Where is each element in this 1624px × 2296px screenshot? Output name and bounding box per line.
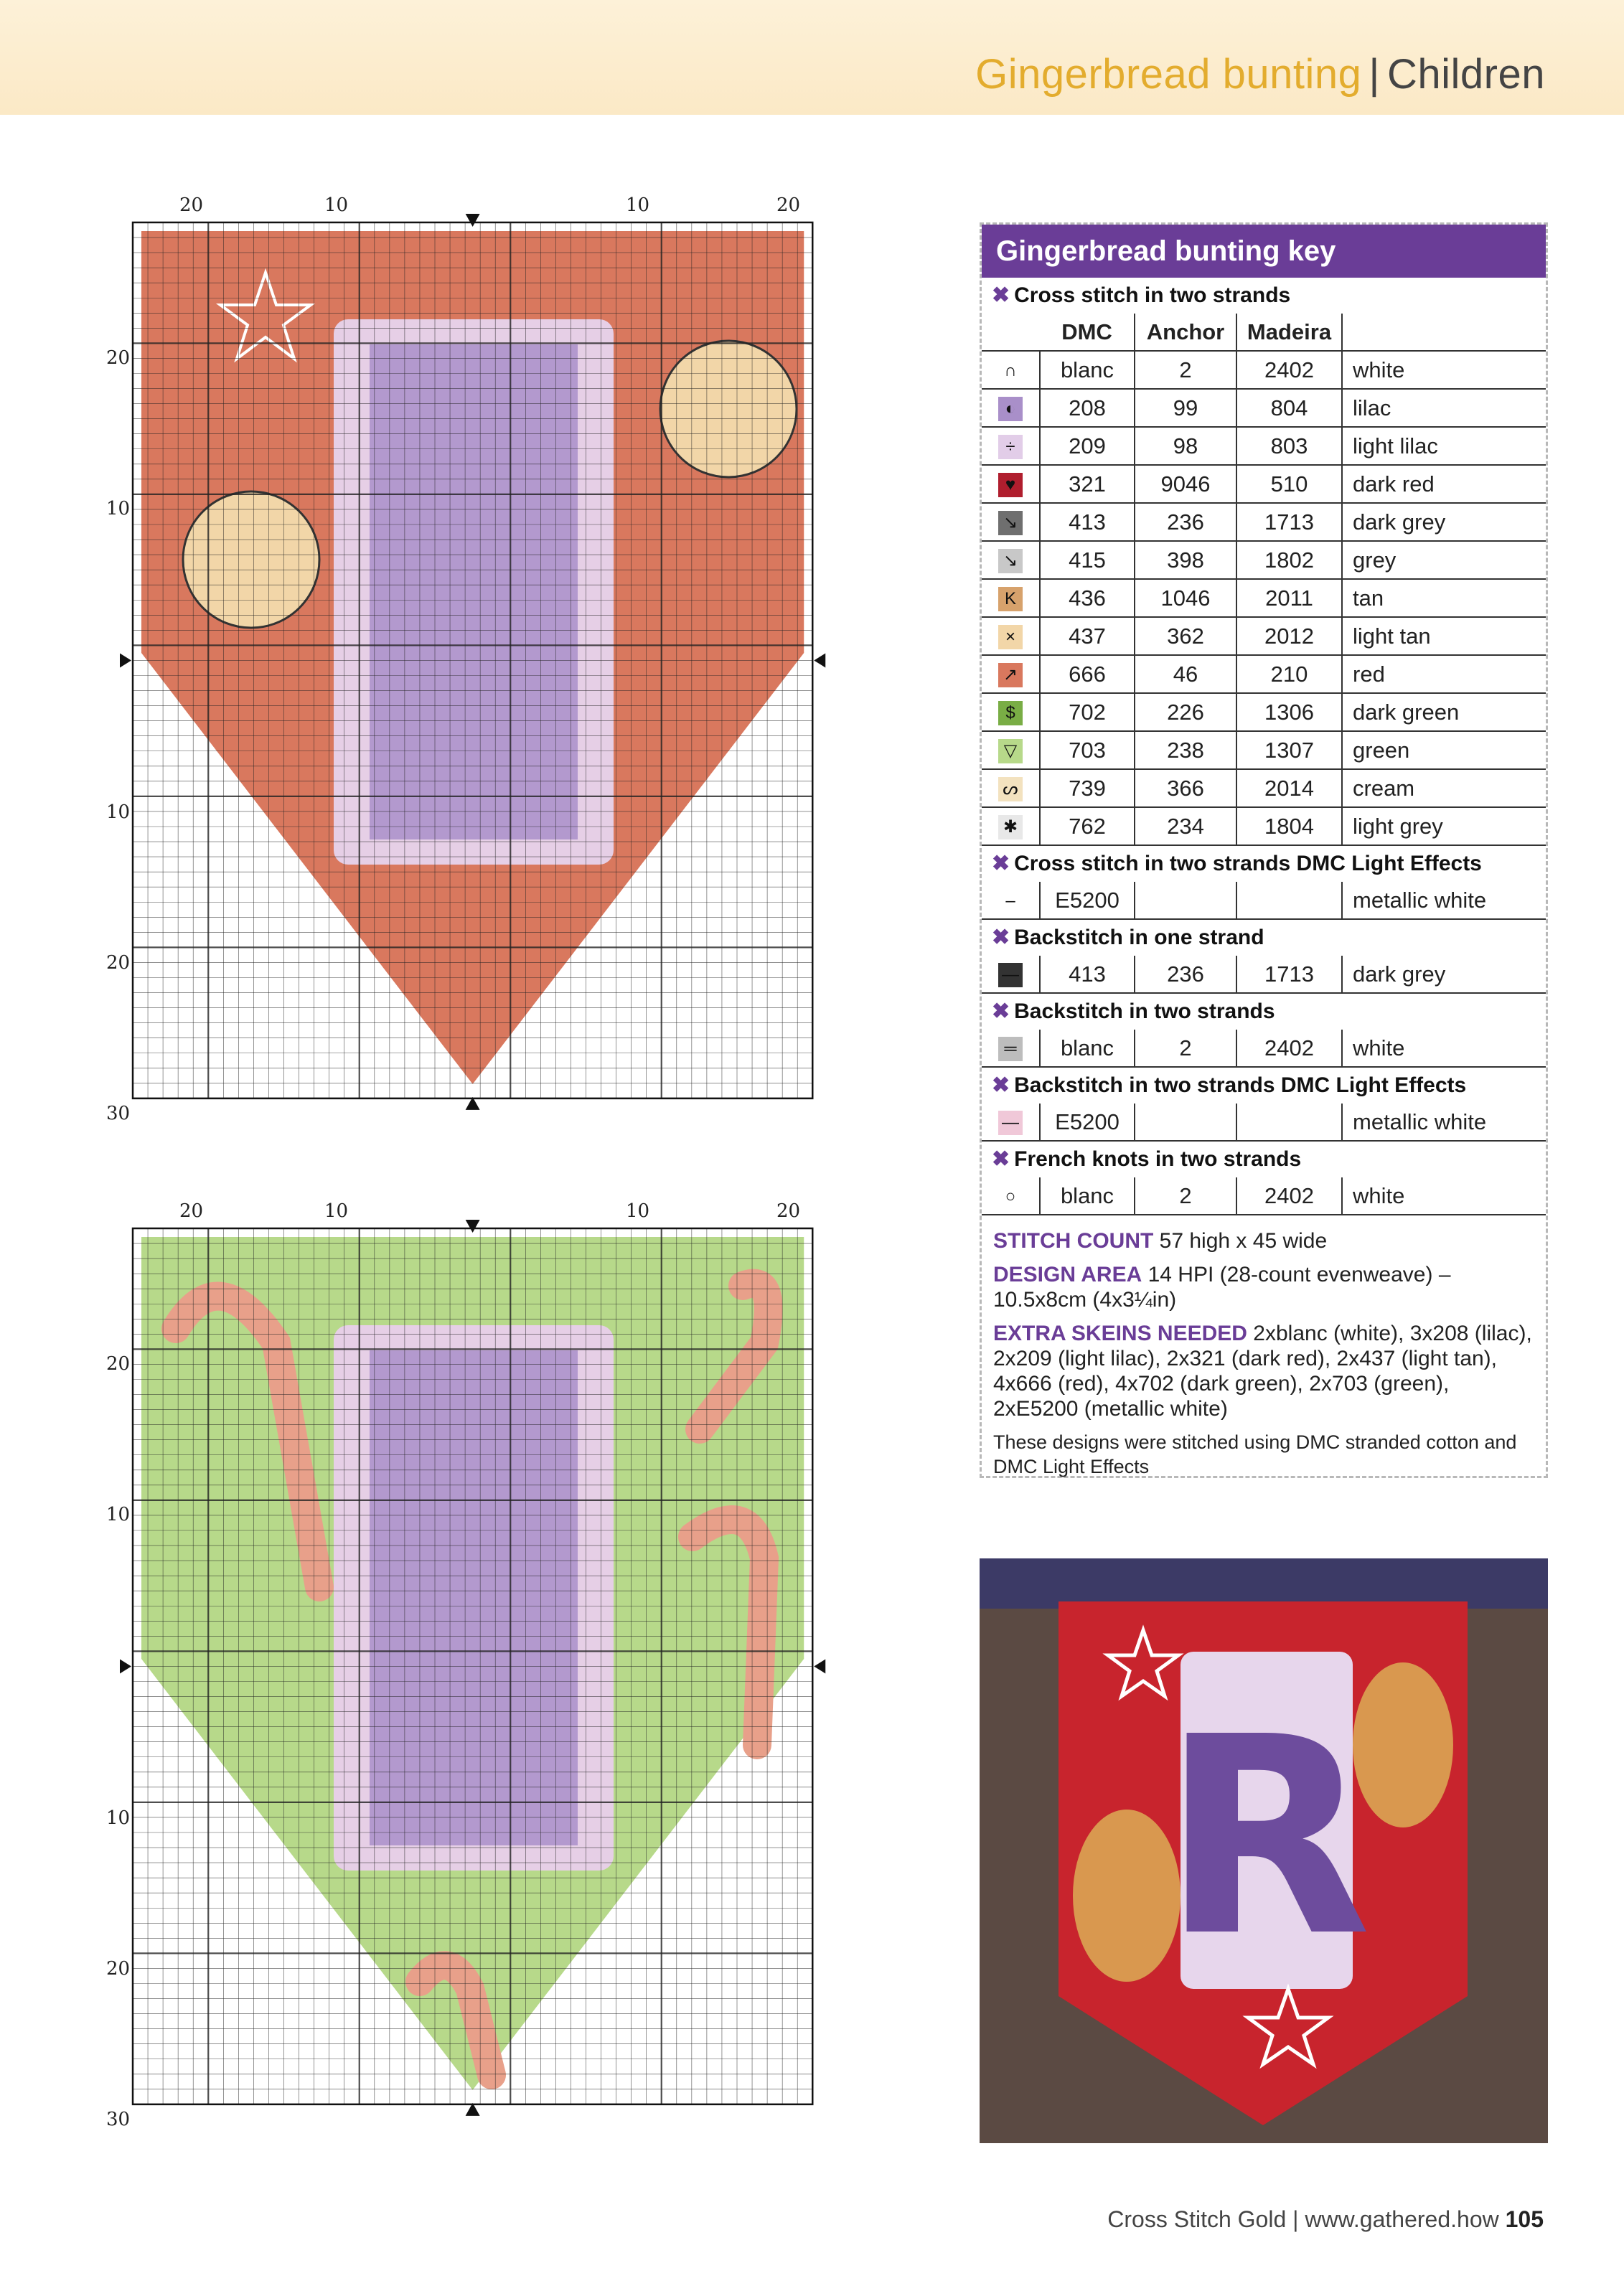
key-dmc-cell: 436 [1040,579,1135,617]
key-madeira-cell: 510 [1236,465,1342,503]
key-table [982,956,1546,994]
design-area [993,1262,1534,1312]
key-madeira-cell: 1713 [1236,956,1342,993]
key-anchor-cell [1135,1104,1236,1141]
thread-swatch-icon: ○ [998,1185,1023,1209]
key-anchor-cell: 2 [1135,351,1236,389]
thread-swatch-icon: K [998,587,1023,611]
axis-left-label: 10 [106,1807,131,1829]
key-section-label: Cross stitch in two strands DMC Light Effects [1014,852,1482,875]
key-section-label: French knots in two strands [1014,1147,1302,1171]
key-section-heading [982,920,1546,956]
key-column-header: Madeira [1236,314,1342,351]
axis-left-label: 10 [106,801,131,823]
key-row [982,427,1546,465]
key-madeira-cell: 1802 [1236,541,1342,579]
thread-key [980,222,1548,1478]
footer-magazine: Cross Stitch Gold [1107,2206,1287,2232]
key-color-name: grey [1342,541,1546,579]
centre-arrow-top [466,214,480,227]
chart-gingerbread [106,194,868,1180]
key-dmc-cell: 413 [1040,956,1135,993]
key-dmc-cell: 415 [1040,541,1135,579]
key-dmc-cell: 739 [1040,769,1135,807]
key-madeira-cell: 2014 [1236,769,1342,807]
key-row [982,731,1546,769]
axis-left-label: 20 [106,347,131,369]
key-symbol-cell [982,351,1040,389]
key-row [982,1104,1546,1141]
key-anchor-cell: 99 [1135,389,1236,427]
key-symbol-cell [982,427,1040,465]
key-color-name: dark grey [1342,956,1546,993]
key-symbol-cell [982,882,1040,919]
key-anchor-cell: 236 [1135,503,1236,541]
key-dmc-cell: 413 [1040,503,1135,541]
axis-top-label: 10 [626,194,650,216]
centre-arrow-right [814,653,825,667]
photo-letter: R [1161,1678,1372,1996]
page-footer: Cross Stitch Gold | www.gathered.how 105 [1107,2206,1544,2232]
footer-site: www.gathered.how [1305,2206,1499,2232]
key-section-label: Cross stitch in two strands [1014,283,1291,307]
design-area-label: DESIGN AREA [993,1263,1142,1286]
key-dmc-cell: 702 [1040,693,1135,731]
key-madeira-cell: 1804 [1236,807,1342,845]
key-anchor-cell: 362 [1135,617,1236,655]
key-row [982,465,1546,503]
key-table [982,882,1546,920]
axis-left-label: 20 [106,1353,131,1375]
key-row [982,389,1546,427]
page-number: 105 [1505,2206,1544,2232]
axis-top-label: 20 [776,1200,801,1222]
key-symbol-cell [982,731,1040,769]
key-madeira-cell: 1306 [1236,693,1342,731]
thread-swatch-icon: ◐ [998,397,1023,421]
key-madeira-cell: 2012 [1236,617,1342,655]
extra-skeins-value: 2xblanc (white), 3x208 (lilac), 2x209 (light lilac), 2x321 (dark red), 2x437 (light tan), 4x666 (red), 4x702 (dark green), 2x703 (green), 2xE5200 (metallic white) [993,1322,1532,1421]
axis-top-label: 20 [179,194,204,216]
key-color-name: white [1342,1030,1546,1067]
key-madeira-cell: 2402 [1236,1177,1342,1215]
section-title: Gingerbread bunting [975,51,1362,98]
key-dmc-cell: 762 [1040,807,1135,845]
key-anchor-cell [1135,882,1236,919]
key-dmc-cell: 208 [1040,389,1135,427]
thread-swatch-icon: ♥ [998,473,1023,497]
ribbon [980,1558,1548,1609]
key-section-heading [982,1068,1546,1104]
key-anchor-cell: 398 [1135,541,1236,579]
axis-left-label: 20 [106,952,131,974]
key-color-name: green [1342,731,1546,769]
chart-candycane [106,1200,868,2186]
key-row [982,956,1546,993]
axis-top-label: 20 [179,1200,204,1222]
key-madeira-cell: 1713 [1236,503,1342,541]
key-row [982,769,1546,807]
key-color-name: metallic white [1342,882,1546,919]
key-section-heading [982,846,1546,882]
key-section-heading [982,1142,1546,1177]
key-column-header: DMC [1040,314,1135,351]
key-dmc-cell: blanc [1040,1177,1135,1215]
key-section-label: Backstitch in two strands DMC Light Effects [1014,1073,1467,1097]
axis-top-label: 20 [776,194,801,216]
key-symbol-cell [982,579,1040,617]
cross-icon: ✖ [992,852,1010,875]
key-color-name: red [1342,655,1546,693]
key-anchor-cell: 2 [1135,1177,1236,1215]
key-header-cell [982,314,1040,351]
key-color-name: metallic white [1342,1104,1546,1141]
key-row [982,807,1546,845]
key-dmc-cell: E5200 [1040,882,1135,919]
chart-candycane-design [120,1220,825,2116]
key-row [982,351,1546,389]
stitched-pennant-photo [980,1558,1548,2143]
key-row [982,1030,1546,1067]
key-color-name: lilac [1342,389,1546,427]
key-anchor-cell: 366 [1135,769,1236,807]
key-section-heading [982,278,1546,314]
centre-arrow-top [466,1220,480,1233]
key-header-row [982,314,1546,351]
key-info [982,1215,1546,1479]
key-madeira-cell [1236,1104,1342,1141]
cross-icon: ✖ [992,926,1010,949]
thread-swatch-icon: ↗ [998,663,1023,687]
key-symbol-cell [982,465,1040,503]
key-note: These designs were stitched using DMC stranded cotton and DMC Light Effects [993,1431,1517,1477]
key-symbol-cell [982,389,1040,427]
key-dmc-cell: blanc [1040,1030,1135,1067]
thread-swatch-icon: $ [998,701,1023,725]
stitch-count [993,1228,1534,1253]
cross-icon: ✖ [992,283,1010,307]
key-table [982,1104,1546,1142]
key-madeira-cell: 2402 [1236,351,1342,389]
page-header [975,50,1545,98]
key-row [982,693,1546,731]
thread-swatch-icon: ∩ [998,359,1023,383]
chart-gingerbread-design [120,214,825,1110]
key-color-name: dark grey [1342,503,1546,541]
key-title: Gingerbread bunting key [982,225,1546,278]
thread-swatch-icon: × [998,625,1023,649]
key-section-label: Backstitch in two strands [1014,999,1275,1023]
key-row [982,503,1546,541]
key-anchor-cell: 234 [1135,807,1236,845]
key-anchor-cell: 98 [1135,427,1236,465]
axis-top-label: 10 [324,1200,349,1222]
key-color-name: dark green [1342,693,1546,731]
key-column-header: Anchor [1135,314,1236,351]
chart-candycane-svg [106,1200,868,2186]
thread-swatch-icon: — [998,1111,1023,1135]
key-section-heading [982,994,1546,1030]
key-color-name: white [1342,1177,1546,1215]
key-madeira-cell: 2011 [1236,579,1342,617]
key-body [982,278,1546,1215]
key-anchor-cell: 9046 [1135,465,1236,503]
cross-icon: ✖ [992,999,1010,1023]
stitch-count-label: STITCH COUNT [993,1229,1154,1253]
axis-left-label: 10 [106,498,131,519]
stitch-count-value: 57 high x 45 wide [1159,1229,1328,1253]
key-color-name: cream [1342,769,1546,807]
design-area-value: 14 HPI (28-count evenweave) – 10.5x8cm (4x3¼in) [993,1263,1451,1312]
key-madeira-cell: 210 [1236,655,1342,693]
thread-swatch-icon: ÷ [998,435,1023,459]
category-title: Children [1387,51,1545,98]
key-dmc-cell: 209 [1040,427,1135,465]
key-symbol-cell [982,956,1040,993]
key-anchor-cell: 236 [1135,956,1236,993]
key-madeira-cell [1236,882,1342,919]
key-header-cell [1342,314,1546,351]
cross-icon: ✖ [992,1147,1010,1171]
key-madeira-cell: 2402 [1236,1030,1342,1067]
key-symbol-cell [982,617,1040,655]
key-madeira-cell: 1307 [1236,731,1342,769]
key-symbol-cell [982,1177,1040,1215]
key-anchor-cell: 1046 [1135,579,1236,617]
centre-arrow-left [120,1659,131,1673]
thread-swatch-icon: ▽ [998,739,1023,763]
key-symbol-cell [982,807,1040,845]
axis-left-label: 30 [106,2109,131,2130]
extra-skeins [993,1321,1534,1421]
key-row [982,617,1546,655]
key-color-name: white [1342,351,1546,389]
axis-top-label: 10 [626,1200,650,1222]
key-symbol-cell [982,693,1040,731]
key-anchor-cell: 238 [1135,731,1236,769]
chart-gingerbread-svg [106,194,868,1180]
key-row [982,655,1546,693]
centre-arrow-right [814,1659,825,1673]
axis-left-label: 10 [106,1504,131,1525]
key-symbol-cell [982,541,1040,579]
key-madeira-cell: 804 [1236,389,1342,427]
key-color-name: light grey [1342,807,1546,845]
axis-left-label: 20 [106,1958,131,1980]
thread-swatch-icon: ↘ [998,549,1023,573]
key-dmc-cell: blanc [1040,351,1135,389]
key-anchor-cell: 46 [1135,655,1236,693]
key-color-name: dark red [1342,465,1546,503]
key-row [982,882,1546,919]
key-table [982,1177,1546,1215]
key-section-label: Backstitch in one strand [1014,926,1264,949]
key-row [982,541,1546,579]
key-table [982,1030,1546,1068]
key-row [982,1177,1546,1215]
header-separator: | [1369,51,1380,98]
key-anchor-cell: 226 [1135,693,1236,731]
key-color-name: tan [1342,579,1546,617]
thread-swatch-icon: ═ [998,1037,1023,1061]
key-symbol-cell [982,1030,1040,1067]
key-table [982,314,1546,846]
thread-swatch-icon: ᔕ [998,777,1023,801]
key-symbol-cell [982,1104,1040,1141]
key-anchor-cell: 2 [1135,1030,1236,1067]
centre-arrow-left [120,653,131,667]
thread-swatch-icon: – [998,889,1023,913]
key-color-name: light tan [1342,617,1546,655]
gingerbread-figure-right [660,341,797,477]
pennant-illustration [980,1558,1548,2143]
key-symbol-cell [982,769,1040,807]
thread-swatch-icon: — [998,963,1023,987]
key-dmc-cell: E5200 [1040,1104,1135,1141]
axis-left-label: 30 [106,1103,131,1124]
key-dmc-cell: 437 [1040,617,1135,655]
key-dmc-cell: 666 [1040,655,1135,693]
thread-swatch-icon: ✱ [998,815,1023,839]
thread-swatch-icon: ↘ [998,511,1023,535]
extra-skeins-label: EXTRA SKEINS NEEDED [993,1322,1247,1345]
key-symbol-cell [982,503,1040,541]
key-dmc-cell: 321 [1040,465,1135,503]
key-color-name: light lilac [1342,427,1546,465]
key-dmc-cell: 703 [1040,731,1135,769]
cross-icon: ✖ [992,1073,1010,1097]
key-row [982,579,1546,617]
key-madeira-cell: 803 [1236,427,1342,465]
key-symbol-cell [982,655,1040,693]
axis-top-label: 10 [324,194,349,216]
